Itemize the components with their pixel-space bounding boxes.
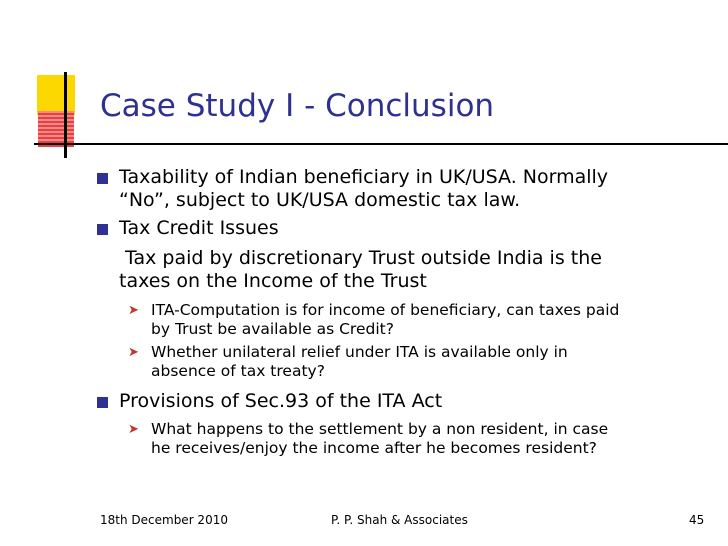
square-bullet-icon bbox=[97, 397, 108, 408]
sub-bullet-2-2-line-1: Whether unilateral relief under ITA is available only in bbox=[151, 343, 568, 361]
bullet-2-heading: Tax Credit Issues bbox=[119, 217, 279, 239]
arrow-bullet-icon: ➤ bbox=[128, 345, 139, 360]
sub-bullet-3-1-line-2: he receives/enjoy the income after he becomes resident? bbox=[151, 439, 597, 457]
slide-title: Case Study I - Conclusion bbox=[100, 88, 495, 124]
sub-bullet-2-1-line-2: by Trust be available as Credit? bbox=[151, 320, 394, 338]
sub-bullet-2-1-line-1: ITA-Computation is for income of beneficiary, can taxes paid bbox=[151, 301, 620, 319]
bullet-3-heading: Provisions of Sec.93 of the ITA Act bbox=[119, 390, 443, 412]
footer-page-number: 45 bbox=[689, 513, 705, 527]
arrow-bullet-icon: ➤ bbox=[128, 303, 139, 318]
square-bullet-icon bbox=[97, 224, 108, 235]
decorative-yellow-square bbox=[37, 75, 75, 115]
footer-firm-name: P. P. Shah & Associates bbox=[331, 513, 468, 527]
arrow-bullet-icon: ➤ bbox=[128, 422, 139, 437]
footer-date: 18th December 2010 bbox=[100, 513, 228, 527]
bullet-2-paragraph-line-1: Tax paid by discretionary Trust outside India is the bbox=[119, 247, 602, 269]
decorative-vertical-line bbox=[64, 72, 67, 158]
bullet-1-line-2: “No”, subject to UK/USA domestic tax law. bbox=[119, 189, 521, 211]
sub-bullet-3-1-line-1: What happens to the settlement by a non resident, in case bbox=[151, 420, 609, 438]
title-divider-line bbox=[34, 143, 728, 145]
bullet-1-line-1: Taxability of Indian beneficiary in UK/USA. Normally bbox=[119, 166, 609, 188]
sub-bullet-2-2-line-2: absence of tax treaty? bbox=[151, 362, 325, 380]
square-bullet-icon bbox=[97, 173, 108, 184]
bullet-2-paragraph-line-2: taxes on the Income of the Trust bbox=[119, 270, 427, 292]
decorative-red-square bbox=[38, 111, 74, 147]
